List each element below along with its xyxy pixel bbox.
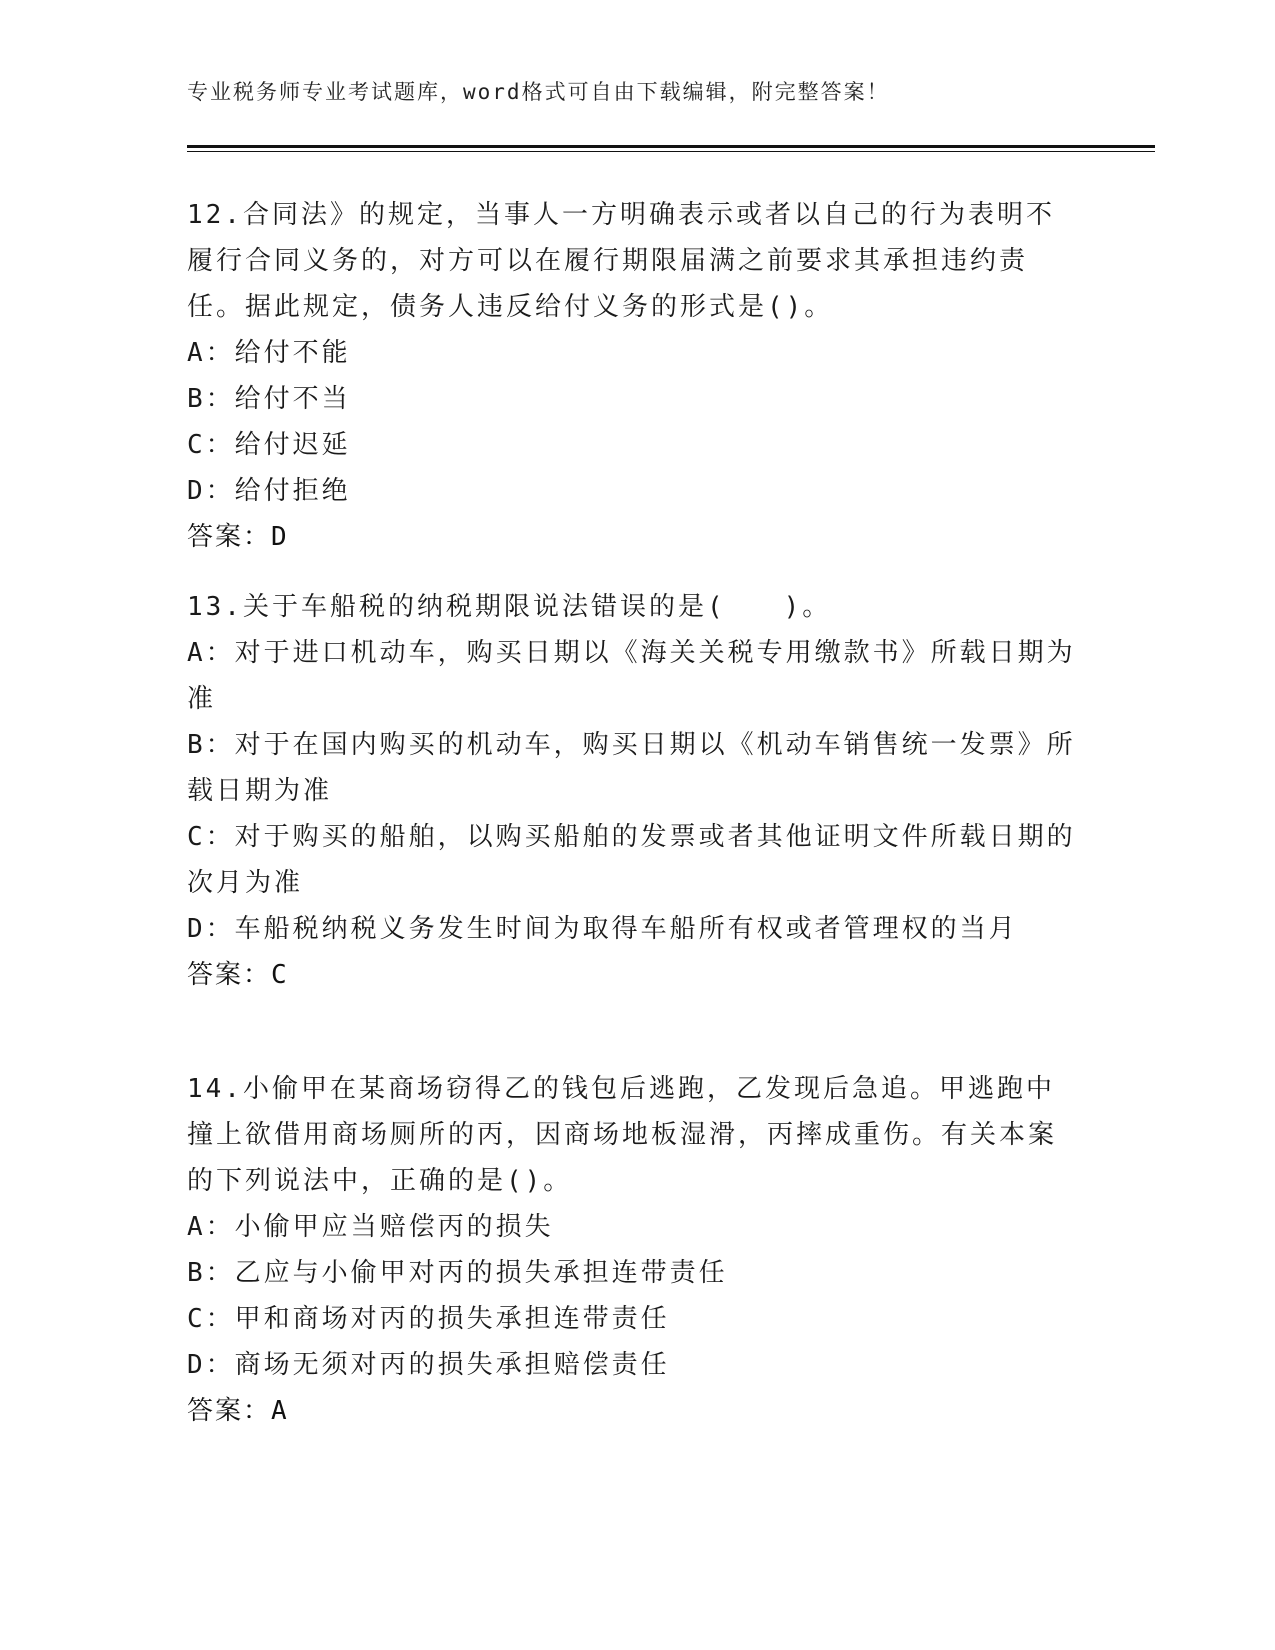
answer-value: A — [271, 1396, 289, 1426]
option-c: C：甲和商场对丙的损失承担连带责任 — [187, 1304, 670, 1334]
option-b: B：给付不当 — [187, 384, 351, 414]
question-block — [187, 584, 1077, 998]
option-d: D：商场无须对丙的损失承担赔偿责任 — [187, 1350, 670, 1380]
header-divider-thin — [187, 151, 1155, 152]
option-a: A：对于进口机动车，购买日期以《海关关税专用缴款书》所载日期为准 — [187, 638, 1076, 714]
option-d: D：给付拒绝 — [187, 476, 351, 506]
question-stem: 14.小偷甲在某商场窃得乙的钱包后逃跑，乙发现后急追。甲逃跑中撞上欲借用商场厕所的丙，因商场地板湿滑，丙摔成重伤。有关本案的下列说法中，正确的是()。 — [187, 1074, 1058, 1196]
answer-label: 答案： — [187, 522, 272, 552]
option-b: B：对于在国内购买的机动车，购买日期以《机动车销售统一发票》所载日期为准 — [187, 730, 1076, 806]
option-c: C：对于购买的船舶，以购买船舶的发票或者其他证明文件所载日期的次月为准 — [187, 822, 1076, 898]
page-header: 专业税务师专业考试题库，word格式可自由下载编辑，附完整答案！ — [187, 80, 890, 104]
answer-line — [187, 1388, 1077, 1434]
option-a: A：给付不能 — [187, 338, 351, 368]
question-block — [187, 1066, 1077, 1434]
option-a: A：小偷甲应当赔偿丙的损失 — [187, 1212, 554, 1242]
question-stem: 12.合同法》的规定，当事人一方明确表示或者以自己的行为表明不履行合同义务的，对方可以在履行期限届满之前要求其承担违约责任。据此规定，债务人违反给付义务的形式是()。 — [187, 200, 1055, 322]
question-block — [187, 192, 1077, 560]
option-c: C：给付迟延 — [187, 430, 351, 460]
option-b: B：乙应与小偷甲对丙的损失承担连带责任 — [187, 1258, 728, 1288]
option-d: D：车船税纳税义务发生时间为取得车船所有权或者管理权的当月 — [187, 914, 1018, 944]
answer-line — [187, 514, 1077, 560]
answer-value: C — [271, 960, 289, 990]
answer-label: 答案： — [187, 960, 272, 990]
header-divider-thick — [187, 145, 1155, 148]
answer-value: D — [271, 522, 289, 552]
answer-label: 答案： — [187, 1396, 272, 1426]
answer-line — [187, 952, 1077, 998]
question-stem: 13.关于车船税的纳税期限说法错误的是( )。 — [187, 592, 832, 622]
